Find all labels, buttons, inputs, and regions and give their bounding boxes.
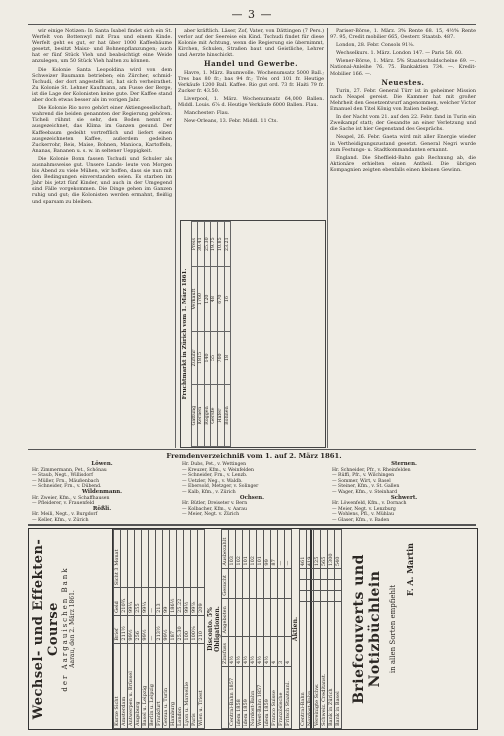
table-cell: 461 xyxy=(300,530,307,569)
table-cell: 3 xyxy=(278,636,285,666)
table-cell: Lyon u. Marseille xyxy=(184,643,191,728)
traveller-entry: — Rüffi, Pfr., v. Wilchingen xyxy=(332,473,395,479)
table-header: Preis xyxy=(191,222,198,267)
paragraph: Die Kolonie Bonn fassen Tschudi und Schuler als ausnahmsweise gut. Unsere Lands- leute von Morgen bis Abend zu viele Mühen, wir hoffen, dass sie nun mit den Bedingungen einverstanden seien. Es starben im Jahr bis jetzt fünf Kinder, und auch in der Umgegend sind Fälle vorgekommen. Die Dinge gehen im Ganzen ruhig und gut; die Kolonisten werden ermahnt, fleißig und sparsam zu bleiben. xyxy=(32,155,172,205)
exchange-row xyxy=(177,530,184,729)
advert-title: Briefcouverts und Notizbüchlein xyxy=(351,554,383,704)
hotel-name: Rößli. xyxy=(92,505,112,512)
traveller-entry: Hr. Meili, Negt., v. Burgdorf xyxy=(32,512,98,518)
table-cell: Bank in Zürich xyxy=(328,602,335,729)
obligation-row xyxy=(257,530,264,729)
table-cell: 4½ xyxy=(250,636,257,666)
exchange-row xyxy=(198,530,205,729)
table-cell: Bohnen xyxy=(224,385,231,447)
table-cell: 210 xyxy=(198,615,205,643)
exchange-row xyxy=(170,530,177,729)
travellers-column xyxy=(32,462,172,522)
traveller-entry: — Keller, Kfm., v. Zürich xyxy=(32,517,89,523)
traveller-entry: Hr. Zimmermann, Pet., Schönau xyxy=(32,467,107,473)
travellers-title: Fremdenverzeichniß vom 1. auf 2. März 1861. xyxy=(166,452,342,460)
news-item: England. Die Sheffield-Bahn gab Rechnung ab, die Aktionäre erhielten einen Antheil. Die übrigen Kompagnien zeigten ebenfalls einen kleinen Gewinn. xyxy=(330,154,476,173)
section-title-market: Handel und Gewerbe. xyxy=(203,59,299,69)
table-cell: 99 xyxy=(264,530,271,569)
table-cell: 30.41 xyxy=(198,222,205,267)
table-cell xyxy=(128,530,135,588)
table-cell: — xyxy=(149,588,156,616)
table-cell: — xyxy=(149,615,156,643)
table-cell: 99½ xyxy=(128,615,135,643)
table-cell xyxy=(184,530,191,588)
table-cell: 99¼ xyxy=(142,588,149,616)
table-cell: — xyxy=(285,530,292,569)
table-cell xyxy=(177,530,184,588)
table-header: Geld xyxy=(114,588,121,616)
obligation-row xyxy=(236,530,243,729)
table-cell: 4 xyxy=(271,636,278,666)
exchange-row xyxy=(191,530,198,729)
table-cell: 103 xyxy=(229,530,236,569)
column-divider xyxy=(175,28,176,448)
table-cell xyxy=(198,530,205,588)
advertisement-rotated xyxy=(311,529,477,729)
traveller-entry: — Ebersold, Metzger, v. Solinger xyxy=(182,484,259,490)
table-cell: 125 xyxy=(314,530,321,569)
table-cell xyxy=(156,530,163,588)
table-cell: 16 xyxy=(224,267,231,331)
table-cell: 99⅞ xyxy=(191,588,198,616)
table-cell: Hafer xyxy=(217,385,224,447)
bourse-report: Wechselkurs. 1. März. London 147. — Paris 58. 60. xyxy=(336,50,463,57)
table-header: Sicht 3 Monat xyxy=(114,530,121,588)
traveller-entry: — Wager, Kfm., v. Steinhard xyxy=(332,489,398,495)
table-header: Zufuhr xyxy=(191,331,198,384)
traveller-entry: — Steiner, Kfm., v. St. Gallen xyxy=(332,484,400,490)
exchange-row xyxy=(149,530,156,729)
column-middle xyxy=(178,28,324,218)
rates-table-block xyxy=(112,528,341,730)
table-cell: 213 xyxy=(156,588,163,616)
table-cell xyxy=(236,568,243,598)
table-cell: Schweiz. Creditanst. xyxy=(321,602,328,729)
table-header xyxy=(222,666,229,728)
obligations-table xyxy=(221,529,292,729)
traveller-entry: — Müller, Frn., Mäußenbach xyxy=(32,478,100,484)
actions-title: Aktien. xyxy=(292,616,299,642)
market-report: New-Orleans, 13. Febr. Middl. 11 Cts. xyxy=(184,118,278,125)
table-cell: 1760 xyxy=(198,267,205,331)
table-cell: 186½ xyxy=(170,588,177,616)
table-cell: 4½ xyxy=(229,636,236,666)
grain-table-body xyxy=(198,222,231,447)
table-cell: 1300 xyxy=(328,530,335,569)
paragraph: aber kräftlich. Läser, Zof, Vater, von Dättingen (7 Pers.) verlor auf der Seereise ein Kind. Tschudi findet für diese Kolonie mit Achtung, wenn die Regierung sie übernimmt, Kirchen, Schulen, Straßen baut und Geistliche, Lehrer und Aerzte hinschickt. xyxy=(178,28,324,59)
grain-table xyxy=(191,221,232,447)
table-cell: Amsterdam xyxy=(121,643,128,728)
table-cell: Antwerpen u. Brüssel xyxy=(128,643,135,728)
table-cell: Berlin u. Leipzig xyxy=(149,643,156,728)
exchange-rates-rotated xyxy=(29,529,113,729)
table-cell: 210¾ xyxy=(121,588,128,616)
table-cell xyxy=(191,530,198,588)
obligation-row xyxy=(243,530,250,729)
grain-row xyxy=(198,222,205,447)
column-divider xyxy=(327,28,328,448)
obligations-title: Obligationen. xyxy=(214,606,221,652)
bourse-report: Wiener-Börse, 1. März. 5% Staatsschuldscheine 69. —. National-Anleihe 76. 75. Bankaktien 734. —. Kredit-Mobilier 166. —. xyxy=(330,58,476,77)
table-cell: Französische xyxy=(278,666,285,728)
table-cell xyxy=(142,530,149,588)
traveller-entry: — Wohlens, Pfl., v. Mühlau xyxy=(332,512,394,518)
table-cell: Fritsch Staatsanl. xyxy=(285,666,292,728)
table-cell xyxy=(250,568,257,598)
table-header: Ausbezahlt xyxy=(222,530,229,569)
table-cell: Augsburg xyxy=(135,643,142,728)
market-report: Manchester: Flau. xyxy=(184,110,230,117)
table-cell: 256 xyxy=(135,615,142,643)
table-cell: Central-Bahn xyxy=(300,602,307,729)
traveller-entry: — Pfleiderer, v. Frauenfeld xyxy=(32,501,95,507)
exchange-row xyxy=(142,530,149,729)
table-cell: 25.30 xyxy=(177,615,184,643)
grain-market-table-rotated xyxy=(181,221,325,447)
table-cell: 187 xyxy=(170,615,177,643)
obligation-row xyxy=(285,530,292,729)
bourse-report: Pariser-Börse, 1. März. 3% Rente 68. 15, 4½% Rente 97. 95, Credit mobilier 665, Oesterr. Staatsb. 487. xyxy=(330,28,476,41)
table-header: Zinsfuss xyxy=(222,636,229,666)
table-header: Angeboten xyxy=(222,598,229,636)
header-rule xyxy=(28,24,476,25)
exchange-row xyxy=(135,530,142,729)
table-cell: 140 xyxy=(204,331,211,384)
table-cell: 1815 xyxy=(198,331,205,384)
table-header: Brief xyxy=(114,615,121,643)
table-cell xyxy=(257,598,264,636)
table-cell: Frankfurt xyxy=(156,643,163,728)
bourse-report: London, 28. Febr. Consols 91⅛. xyxy=(336,42,415,49)
table-cell: Hamburg xyxy=(170,643,177,728)
table-cell: 760 xyxy=(217,331,224,384)
table-cell: idem 1859 xyxy=(243,666,250,728)
traveller-entry: — Kreuzer, Kfm., v. Weinfelden xyxy=(182,467,254,473)
table-cell: 670 xyxy=(217,267,224,331)
market-report: Liverpool, 1. März. Wochenumsatz 64,000 Ballen. Middl. Louis. 6⅞ d. Heutige Verkäufe 6000 Ballen. Flau. xyxy=(178,95,324,109)
table-cell xyxy=(264,598,271,636)
table-cell xyxy=(285,598,292,636)
news-item: Neapel, 26. Febr. Gaeta wird mit aller Energie wieder in Vertheidigungszustand gesetzt. General Negri wurde zum Festungs- u. Stadtkommandanten ernannt. xyxy=(330,134,476,153)
table-cell: Nordost-Bahn xyxy=(250,666,257,728)
paragraph: Die Kolonie Rio novo gehört einer Aktiengesellschaft, wahrend die beiden genannten der Regierung gehören. Ticheli rühmt sie sehr, den Boden nennt er ausgezeichnet, das Klima im Ganzen gesund. Der Kaffeebaum gedeiht vortrefflich und liefert einen ausgezeichneten Kaffee, außerdem gedeihen Zuckerrohr, Reis, Maise, Bohnen, Manioca, Kartoffeln, Ananas, Bananen u. s. w. in seltener Ueppigkeit. xyxy=(32,105,172,154)
table-cell: Franco Suisse xyxy=(271,666,278,728)
traveller-entry: — Schneider, Frn., v. Dübend. xyxy=(32,484,102,490)
table-cell: 4½ xyxy=(236,636,243,666)
table-cell: Nordost-Bahn xyxy=(307,602,314,729)
table-cell: Genua u. Turin xyxy=(163,643,170,728)
table-cell xyxy=(250,598,257,636)
traveller-entry: Hr. Schneider, Pfr., v. Rheinfelden xyxy=(332,467,411,473)
table-cell: 19.75 xyxy=(211,222,218,267)
table-cell xyxy=(264,568,271,598)
table-cell: 101 xyxy=(243,530,250,569)
table-cell xyxy=(300,580,307,591)
table-cell: 48 xyxy=(211,267,218,331)
table-cell xyxy=(271,568,278,598)
obligation-row xyxy=(250,530,257,729)
traveller-entry: Hr. Zweier, Kfm., v. Schaffhausen xyxy=(32,495,110,501)
table-cell: 4½ xyxy=(264,636,271,666)
table-cell: Bank in Basel xyxy=(335,602,342,729)
travellers-column xyxy=(182,462,322,522)
hotel-name: Schwert. xyxy=(390,494,418,501)
table-cell: 211½ xyxy=(121,615,128,643)
table-cell xyxy=(149,530,156,588)
table-cell: 99¼ xyxy=(128,588,135,616)
table-cell: idem 1858 xyxy=(236,666,243,728)
paragraph: Die Kolonie Santa Leopoldina wird von dem Schweizer Baumann betrieben; ein Zürcher, schmid-Tschudi, der dort angestellt ist, hat sich verheirathet. Zu Kolonie St. Lehner Kaufmann, am Fusse der Berge, ist die Lage der Kolonisten keine gute. Der Kaffee stand aber doch etwas besser als im vorigen Jahr. xyxy=(32,66,172,104)
table-cell xyxy=(121,530,128,588)
traveller-entry: — Meier, Negt. v. Zürich xyxy=(182,512,240,518)
exchange-title: Wechsel- und Effekten-Course xyxy=(31,538,61,720)
page-number: — 3 — xyxy=(231,8,273,21)
table-cell: 565 xyxy=(321,530,328,569)
traveller-entry: — Kalb, Kfm., v. Zürich xyxy=(182,489,236,495)
obligation-row xyxy=(229,530,236,729)
grain-market-table xyxy=(180,220,326,448)
obligation-row xyxy=(264,530,271,729)
grain-row xyxy=(224,222,231,447)
exchange-row xyxy=(156,530,163,729)
travellers-column xyxy=(332,462,476,522)
column-right xyxy=(330,28,476,448)
table-cell: 102 xyxy=(250,530,257,569)
table-cell xyxy=(229,568,236,598)
table-cell: — xyxy=(278,530,285,569)
table-header: Verkauft xyxy=(191,267,198,331)
table-cell xyxy=(271,598,278,636)
table-header: Kurze Sicht xyxy=(114,643,121,728)
exchange-table-body xyxy=(121,530,205,729)
hotel-name: Sternen. xyxy=(391,461,417,467)
table-cell: 23.21 xyxy=(224,222,231,267)
traveller-entry: — Staub, Negt., Willisdorf xyxy=(32,473,93,479)
rates-table-rotated xyxy=(113,529,341,729)
news-item: In der Nacht vom 21. auf den 22. Febr. fand in Turin ein Zweikampf statt; der Gesandte an einer Verletzung und die Sache ist hier Gegenstand des Gesprächs. xyxy=(330,114,476,133)
table-cell: 87 xyxy=(271,530,278,569)
table-cell: 101 xyxy=(257,530,264,569)
hotel-name: Wildenmann. xyxy=(81,488,123,495)
obligation-row xyxy=(278,530,285,729)
table-cell: 213½ xyxy=(156,615,163,643)
table-cell: 10.85 xyxy=(217,222,224,267)
obligation-row xyxy=(271,530,278,729)
table-cell xyxy=(300,569,307,580)
table-cell: Basel u. Leipzig xyxy=(142,643,149,728)
table-cell: idem 1859 xyxy=(264,666,271,728)
traveller-entry: — Uetzler, Neg., v. Waldb. xyxy=(182,478,243,484)
table-cell: Roggen xyxy=(204,385,211,447)
table-cell xyxy=(278,568,285,598)
table-cell: 99½ xyxy=(142,615,149,643)
table-cell xyxy=(300,591,307,602)
table-cell: 4½ xyxy=(257,636,264,666)
table-cell: 99½ xyxy=(163,615,170,643)
table-cell: 100 xyxy=(184,615,191,643)
table-cell: 4 xyxy=(285,636,292,666)
grain-market-title: Fruchtmarkt in Zürich vom 1. März 1861. xyxy=(182,268,188,400)
table-cell: Central-Bahn 1857 xyxy=(229,666,236,728)
traveller-entry: Hr. Bütler, Dreiseter v. Bern xyxy=(182,501,248,507)
table-cell: West-Bahn 1857 xyxy=(257,666,264,728)
traveller-entry: Hr. Dubs, Pet., v. Wettingen xyxy=(182,462,247,467)
table-cell: Kernen xyxy=(198,385,205,447)
table-cell xyxy=(236,598,243,636)
traveller-entry: — Meier, Negt. v. Lenzburg xyxy=(332,506,396,512)
table-cell: 255 xyxy=(135,588,142,616)
obligations-table-body xyxy=(229,530,292,729)
traveller-entry: — Sommer, Wirt, v. Basel xyxy=(332,478,391,484)
table-cell: Vereinigte Schw. xyxy=(314,602,321,729)
market-report: Havre, 1. März. Baumwolle. Wochenumsatz 5000 Ball.; Tres bas 80 fr.; bas 94 fr.; Très ord 101 fr. Heutige Verkäufe 1200 Ball. Kaffee. Rio gut ord. 73 fr. Haiti 79 fr. Zucker fr. 43.50. xyxy=(178,69,324,94)
table-cell: Wien u. Triest xyxy=(198,643,205,728)
table-cell: 102 xyxy=(236,530,243,569)
table-cell: 99 xyxy=(163,588,170,616)
table-cell xyxy=(229,598,236,636)
table-cell xyxy=(170,530,177,588)
exchange-subtitle: der Aargauischen Bank xyxy=(61,566,69,692)
table-header: Gattung xyxy=(191,385,198,447)
table-cell xyxy=(163,530,170,588)
table-cell: 55 xyxy=(211,331,218,384)
advert-signature: F. A. Martin xyxy=(405,543,415,597)
table-cell xyxy=(243,598,250,636)
traveller-entry: — Schneider, Frn., v. Lenzb. xyxy=(182,473,248,479)
action-row xyxy=(300,530,307,729)
paragraph: wir einige Notizen: In Santa Isabel findet sich ein St. Werfelt von Bottenwyl mit Frau und einem Kinde. Werfelt geht es gut, er hat über 1000 Kaffeebäume gesetzt, besitzt Maisz- und Bohnenpflanzungen; auch hat er fünf Stück Vieh und beabsichtigt eine Weide anzulegen, um 50 Stück Vieh halten zu können. xyxy=(32,28,172,65)
table-cell: Gerste xyxy=(211,385,218,447)
table-cell: 100⅛ xyxy=(191,615,198,643)
table-cell xyxy=(135,530,142,588)
exchange-table xyxy=(113,529,205,729)
grain-row xyxy=(217,222,224,447)
table-cell: Paris xyxy=(191,643,198,728)
traveller-entry: — Glaser, Kfm., v. Baden xyxy=(332,517,390,523)
discount-rate: Disconto. 5% xyxy=(207,607,214,651)
column-left xyxy=(32,28,172,448)
table-cell: 120 xyxy=(204,267,211,331)
grain-row xyxy=(204,222,211,447)
advertisement-block xyxy=(310,528,478,730)
table-cell xyxy=(278,598,285,636)
table-cell xyxy=(243,568,250,598)
section-title-news: Neuestes. xyxy=(381,77,425,87)
table-cell: 25.22 xyxy=(177,588,184,616)
table-cell: 18 xyxy=(224,331,231,384)
table-cell: 25.30 xyxy=(204,222,211,267)
traveller-entry: Hr. Löwenfeld, Kfm., v. Dornach xyxy=(332,501,407,507)
section-rule xyxy=(28,449,476,450)
table-cell: London xyxy=(177,643,184,728)
section-rule xyxy=(28,524,476,526)
hotel-name: Löwen. xyxy=(91,461,113,467)
grain-row xyxy=(211,222,218,447)
exchange-row xyxy=(121,530,128,729)
news-item: Turin, 27. Febr. General Türr ist in geheimer Mission nach Neapel gereist. Die Kammer hat mit großer Mehrheit den Gesetzentwurf angenommen, welcher Victor Emanuel den Titel König von Italien beilegt. xyxy=(330,87,476,113)
table-cell: 99½ xyxy=(184,588,191,616)
exchange-row xyxy=(163,530,170,729)
exchange-date: Aarau, den 2. März 1861. xyxy=(69,590,76,668)
table-cell: 209 xyxy=(198,588,205,616)
advert-subtitle: in allen Sorten empfiehlt xyxy=(389,584,397,674)
exchange-row xyxy=(128,530,135,729)
table-cell xyxy=(285,568,292,598)
exchange-row xyxy=(184,530,191,729)
hotel-name: Ochsen. xyxy=(239,494,265,501)
table-cell: 419 xyxy=(307,530,314,569)
table-cell xyxy=(257,568,264,598)
exchange-rates-block xyxy=(28,528,114,730)
table-cell: 4½ xyxy=(243,636,250,666)
table-cell: 540 xyxy=(335,530,342,569)
table-header: Gesucht xyxy=(222,568,229,598)
traveller-entry: — Kolbacher, Kfm., v. Aarau xyxy=(182,506,247,512)
